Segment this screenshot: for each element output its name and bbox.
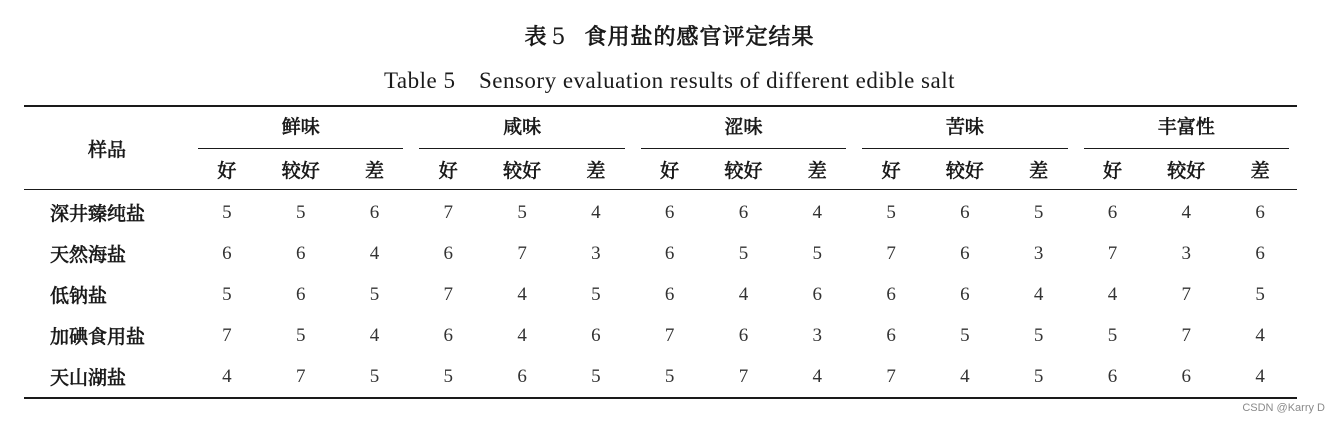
value-cell: 6 xyxy=(295,242,306,264)
value-cell: 5 xyxy=(1107,324,1118,346)
sub-header: 好 xyxy=(633,149,707,190)
value-cell: 4 xyxy=(1255,324,1265,346)
sub-header: 好 xyxy=(411,149,485,190)
value-cell: 6 xyxy=(1255,201,1265,223)
table-row xyxy=(24,315,1297,356)
value-cell: 6 xyxy=(1181,365,1191,387)
value-cell: 6 xyxy=(960,201,970,223)
value-cell: 6 xyxy=(812,283,823,305)
value-cell: 6 xyxy=(1107,365,1118,387)
sub-header: 差 xyxy=(1223,149,1297,190)
value-cell: 4 xyxy=(222,365,232,387)
table-row xyxy=(24,356,1297,398)
value-cell: 5 xyxy=(295,201,306,223)
value-cell: 7 xyxy=(886,365,896,387)
value-cell: 7 xyxy=(738,365,749,387)
group-header xyxy=(190,106,411,149)
value-cell: 5 xyxy=(517,201,527,223)
value-cell: 7 xyxy=(222,324,232,346)
value-cell: 6 xyxy=(664,201,675,223)
value-cell: 4 xyxy=(517,324,527,346)
value-cell: 5 xyxy=(886,201,896,223)
value-cell: 7 xyxy=(443,283,454,305)
value-cell: 5 xyxy=(369,365,380,387)
sub-header: 差 xyxy=(1002,149,1076,190)
value-cell: 5 xyxy=(812,242,823,264)
value-cell: 6 xyxy=(738,201,749,223)
value-cell: 5 xyxy=(591,365,601,387)
value-cell: 5 xyxy=(222,201,232,223)
sub-header: 差 xyxy=(559,149,633,190)
value-cell: 4 xyxy=(812,365,823,387)
sub-header: 较好 xyxy=(1149,149,1223,190)
value-cell: 5 xyxy=(960,324,970,346)
sub-header: 好 xyxy=(854,149,928,190)
value-cell: 5 xyxy=(591,283,601,305)
title-number: 5 xyxy=(551,25,567,50)
sample-name-cell: 加碘食用盐 xyxy=(50,326,146,348)
sub-header: 较好 xyxy=(928,149,1002,190)
value-cell: 4 xyxy=(1033,283,1044,305)
value-cell: 4 xyxy=(738,283,749,305)
group-header xyxy=(411,106,632,149)
value-cell: 6 xyxy=(1255,242,1265,264)
value-cell: 4 xyxy=(591,201,601,223)
sub-header: 差 xyxy=(780,149,854,190)
value-cell: 6 xyxy=(222,242,232,264)
value-cell: 4 xyxy=(369,242,380,264)
value-cell: 4 xyxy=(1181,201,1191,223)
group-header xyxy=(854,106,1075,149)
group-label: 丰富性 xyxy=(1084,107,1289,149)
value-cell: 6 xyxy=(369,201,380,223)
value-cell: 4 xyxy=(1107,283,1118,305)
value-cell: 4 xyxy=(369,324,380,346)
value-cell: 5 xyxy=(664,365,675,387)
sub-header: 好 xyxy=(1076,149,1150,190)
sample-header: 样品 xyxy=(24,106,190,190)
sample-name-cell: 低钠盐 xyxy=(50,285,108,307)
value-cell: 5 xyxy=(1033,324,1044,346)
value-cell: 4 xyxy=(812,201,823,223)
value-cell: 6 xyxy=(664,242,675,264)
value-cell: 7 xyxy=(443,201,454,223)
value-cell: 7 xyxy=(295,365,306,387)
sub-header: 好 xyxy=(190,149,264,190)
group-header xyxy=(633,106,854,149)
group-header xyxy=(1076,106,1297,149)
value-cell: 6 xyxy=(1107,201,1118,223)
watermark: CSDN @Karry D xyxy=(1242,402,1325,414)
value-cell: 6 xyxy=(443,242,454,264)
value-cell: 6 xyxy=(886,283,896,305)
value-cell: 5 xyxy=(369,283,380,305)
value-cell: 3 xyxy=(812,324,823,346)
sub-header: 较好 xyxy=(707,149,781,190)
value-cell: 5 xyxy=(222,283,232,305)
table-row xyxy=(24,274,1297,315)
title-text: 食用盐的感官评定结果 xyxy=(584,25,815,50)
sensory-table xyxy=(24,105,1297,399)
group-label: 咸味 xyxy=(419,107,624,149)
group-label: 涩味 xyxy=(641,107,846,149)
value-cell: 6 xyxy=(738,324,749,346)
sub-header: 差 xyxy=(338,149,412,190)
value-cell: 3 xyxy=(1033,242,1044,264)
value-cell: 4 xyxy=(517,283,527,305)
value-cell: 7 xyxy=(664,324,675,346)
value-cell: 7 xyxy=(1181,283,1191,305)
table-title-en: Table 5 Sensory evaluation results of different edible salt xyxy=(383,68,955,93)
value-cell: 3 xyxy=(1181,242,1191,264)
table-row xyxy=(24,233,1297,274)
value-cell: 5 xyxy=(1033,365,1044,387)
sub-header: 较好 xyxy=(264,149,338,190)
value-cell: 6 xyxy=(886,324,896,346)
value-cell: 5 xyxy=(738,242,749,264)
value-cell: 7 xyxy=(886,242,896,264)
header-row-subs xyxy=(24,149,1297,190)
table-title-cn xyxy=(0,20,1339,51)
value-cell: 6 xyxy=(295,283,306,305)
value-cell: 6 xyxy=(443,324,454,346)
value-cell: 6 xyxy=(664,283,675,305)
value-cell: 5 xyxy=(1255,283,1265,305)
value-cell: 3 xyxy=(591,242,601,264)
value-cell: 6 xyxy=(591,324,601,346)
value-cell: 4 xyxy=(1255,365,1265,387)
value-cell: 5 xyxy=(443,365,454,387)
value-cell: 7 xyxy=(1107,242,1118,264)
value-cell: 5 xyxy=(295,324,306,346)
sample-name-cell: 深井臻纯盐 xyxy=(50,203,146,225)
value-cell: 4 xyxy=(960,365,970,387)
value-cell: 6 xyxy=(517,365,527,387)
table-header xyxy=(24,106,1297,190)
title-label: 表 xyxy=(524,25,548,50)
header-row-groups xyxy=(24,106,1297,149)
sample-name-cell: 天山湖盐 xyxy=(50,367,127,389)
value-cell: 5 xyxy=(1033,201,1044,223)
table-body xyxy=(24,190,1297,399)
group-label: 苦味 xyxy=(862,107,1067,149)
value-cell: 6 xyxy=(960,283,970,305)
sample-name-cell: 天然海盐 xyxy=(50,244,127,266)
group-label: 鲜味 xyxy=(198,107,403,149)
value-cell: 7 xyxy=(1181,324,1191,346)
table-row xyxy=(24,190,1297,234)
value-cell: 7 xyxy=(517,242,527,264)
sub-header: 较好 xyxy=(485,149,559,190)
value-cell: 6 xyxy=(960,242,970,264)
